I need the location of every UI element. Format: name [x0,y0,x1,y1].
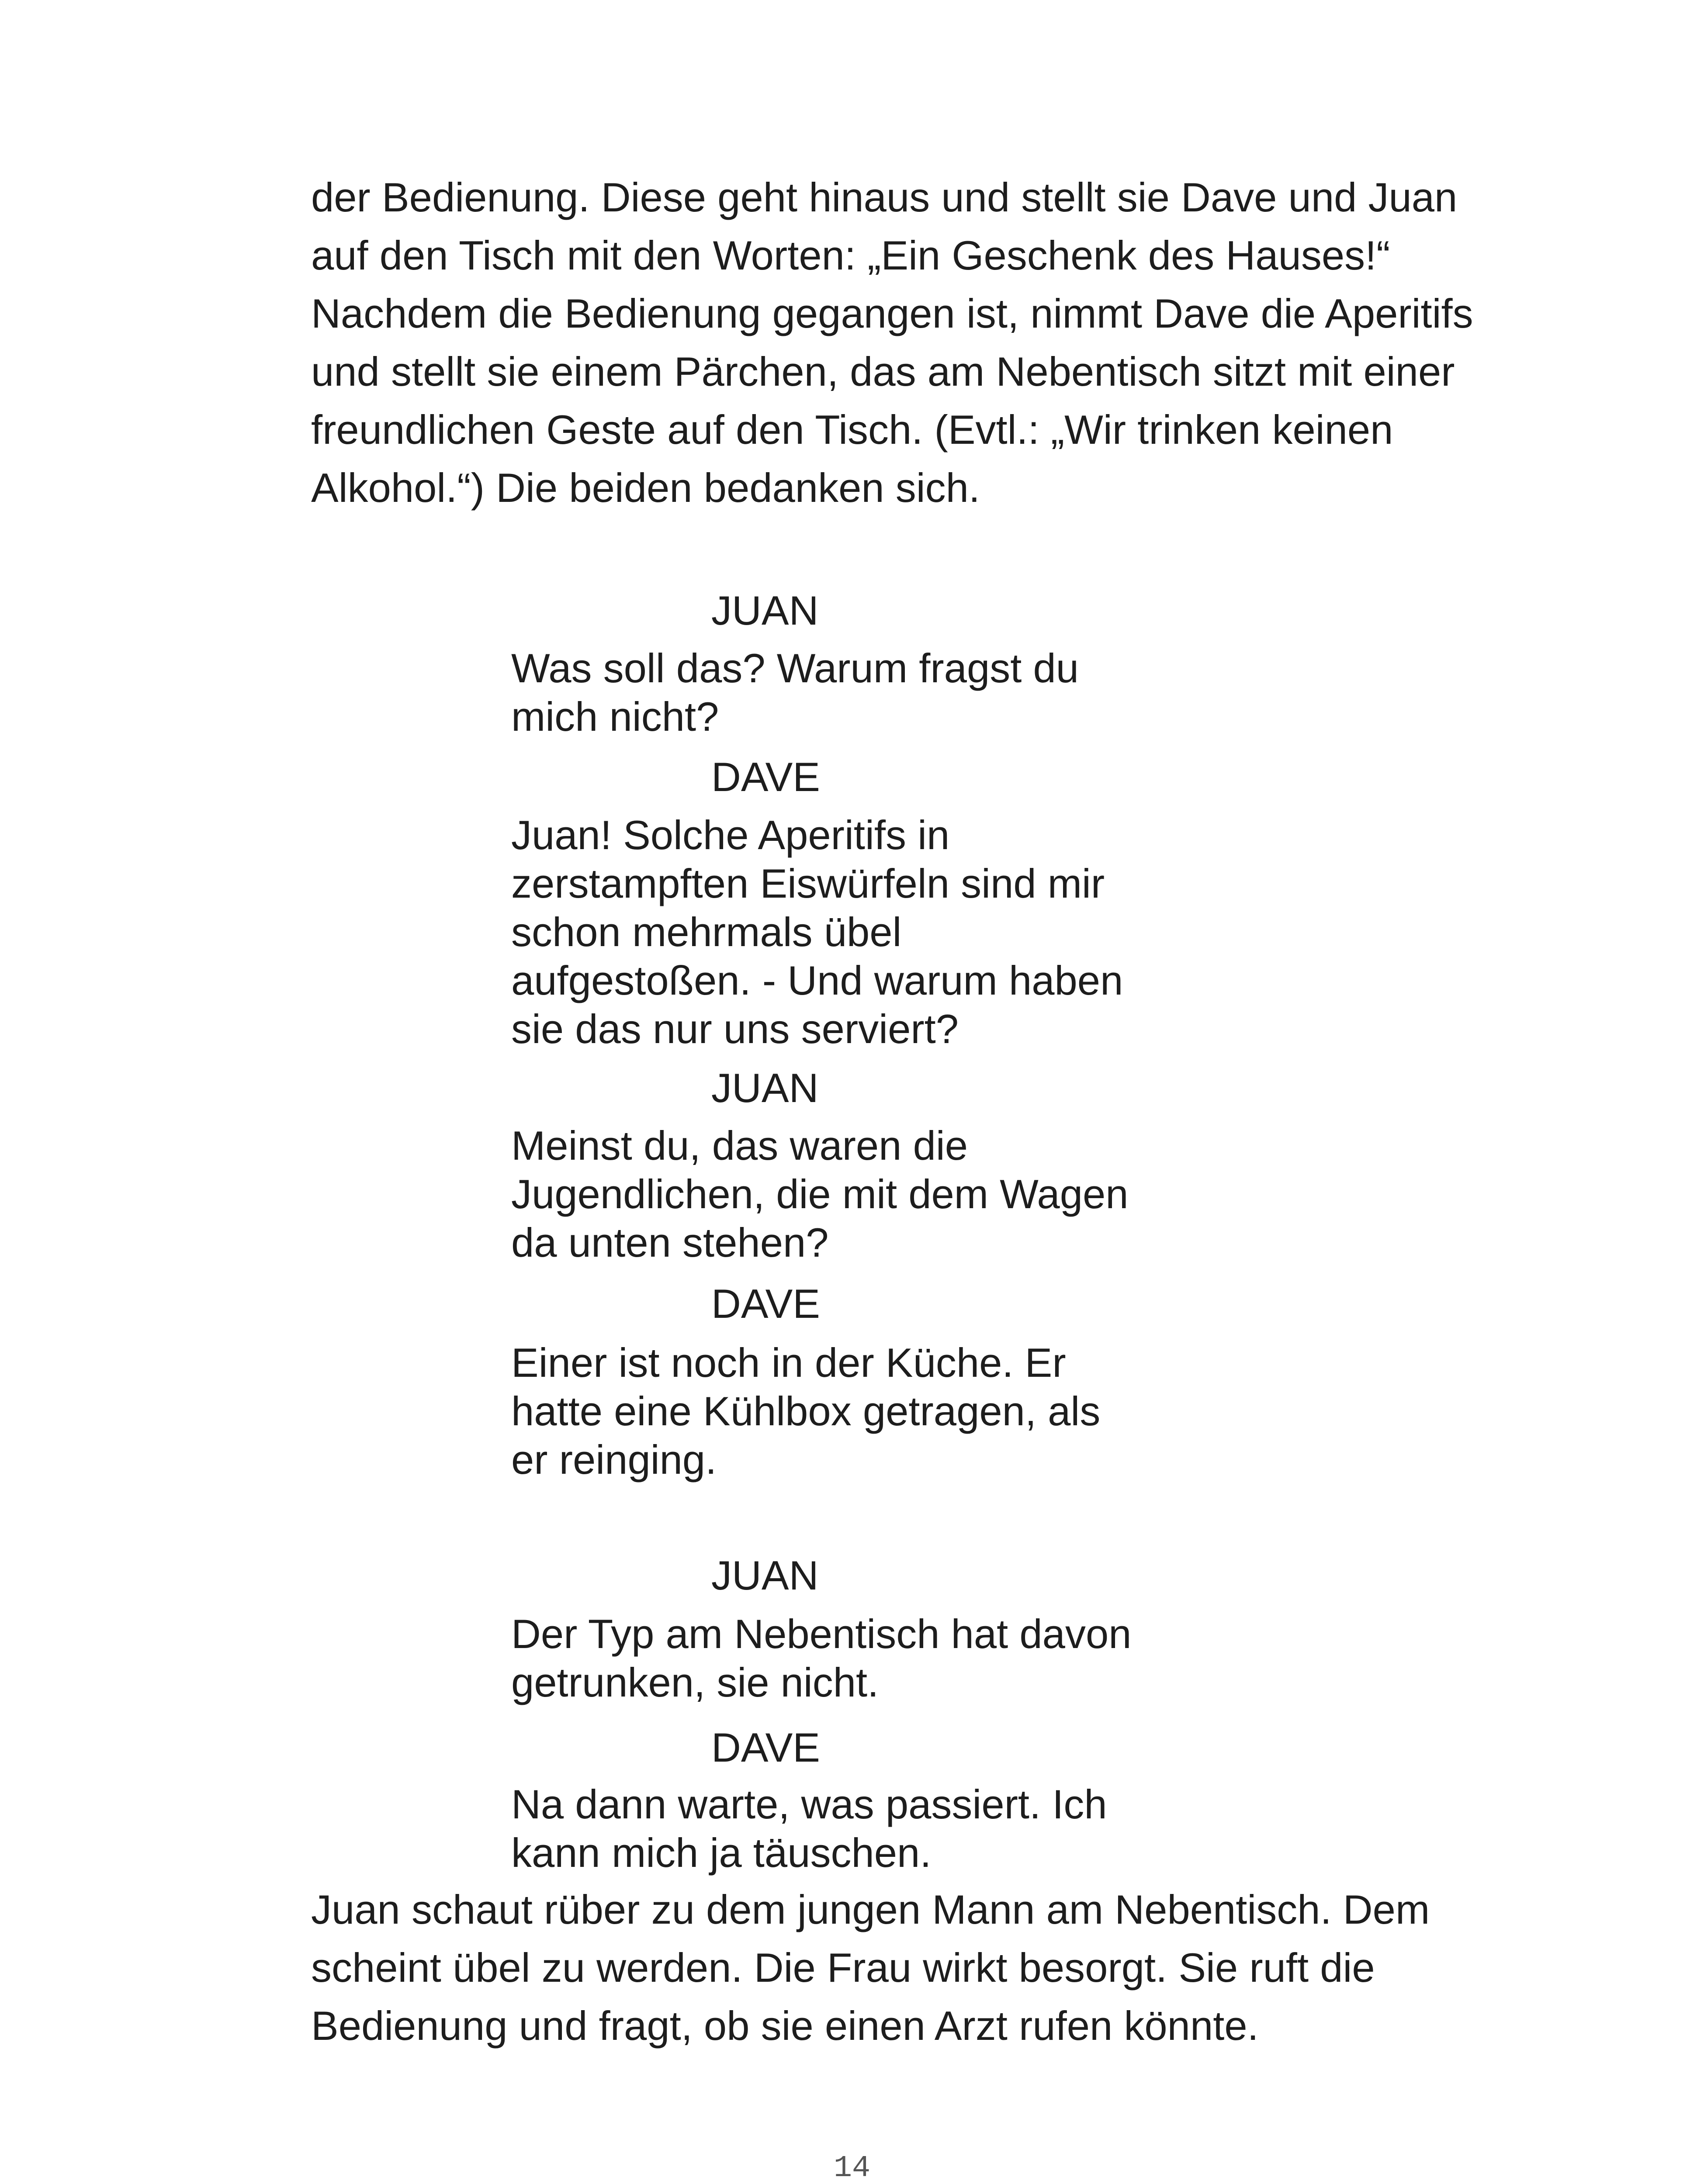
dialogue-line: zerstampften Eiswürfeln sind mir [511,860,1105,906]
dialogue-line: sie das nur uns serviert? [511,1006,959,1052]
action-paragraph-bottom: Juan schaut rüber zu dem jungen Mann am Nebentisch. Dem scheint übel zu werden. Die Frau wirkt besorgt. Sie ruft die Bedienung und fragt, ob sie einen Arzt rufen könnte. [311,1887,1430,2049]
dialogue-line: er reinging. [511,1437,717,1482]
dialogue-block [511,1780,1167,1877]
dialogue-line: da unten stehen? [511,1220,829,1265]
dialogue-line: kann mich ja täuschen. [511,1830,932,1876]
dialogue-line: getrunken, sie nicht. [511,1659,879,1705]
dialogue-line: mich nicht? [511,694,719,740]
character-name-dave: DAVE [711,1724,820,1770]
dialogue-line: aufgestoßen. - Und warum haben [511,957,1123,1003]
character-name-juan: JUAN [711,587,819,633]
dialogue-line: Jugendlichen, die mit dem Wagen [511,1171,1129,1217]
dialogue-block [511,644,1167,741]
dialogue-block [511,1121,1167,1267]
dialogue-block [511,1338,1167,1484]
dialogue-line: Juan! Solche Aperitifs in [511,812,950,858]
dialogue-line: hatte eine Kühlbox getragen, als [511,1388,1101,1434]
dialogue-block [511,811,1167,1053]
dialogue-line: Was soll das? Warum fragst du [511,645,1079,691]
dialogue-line: schon mehrmals übel [511,909,902,955]
dialogue-block [511,1610,1167,1707]
dialogue-line: Der Typ am Nebentisch hat davon [511,1611,1132,1657]
dialogue-line: Meinst du, das waren die [511,1123,968,1168]
dialogue-line: Einer ist noch in der Küche. Er [511,1340,1066,1386]
action-paragraph-top: der Bedienung. Diese geht hinaus und stellt sie Dave und Juan auf den Tisch mit den Worten: „Ein Geschenk des Hauses!“ Nachdem die Bedienung gegangen ist, nimmt Dave die Aperitifs und stellt sie einem Pärchen, das am Nebentisch sitzt mit einer freundlichen Geste auf den Tisch. (Evtl.: „Wir trinken keinen Alkohol.“) Die beiden bedanken sich. [311,174,1473,511]
dialogue-line: Na dann warte, was passiert. Ich [511,1781,1107,1827]
character-name-dave: DAVE [711,754,820,800]
character-name-juan: JUAN [711,1065,819,1111]
page-number: 14 [833,2151,870,2184]
character-name-juan: JUAN [711,1552,819,1598]
character-name-dave: DAVE [711,1281,820,1327]
